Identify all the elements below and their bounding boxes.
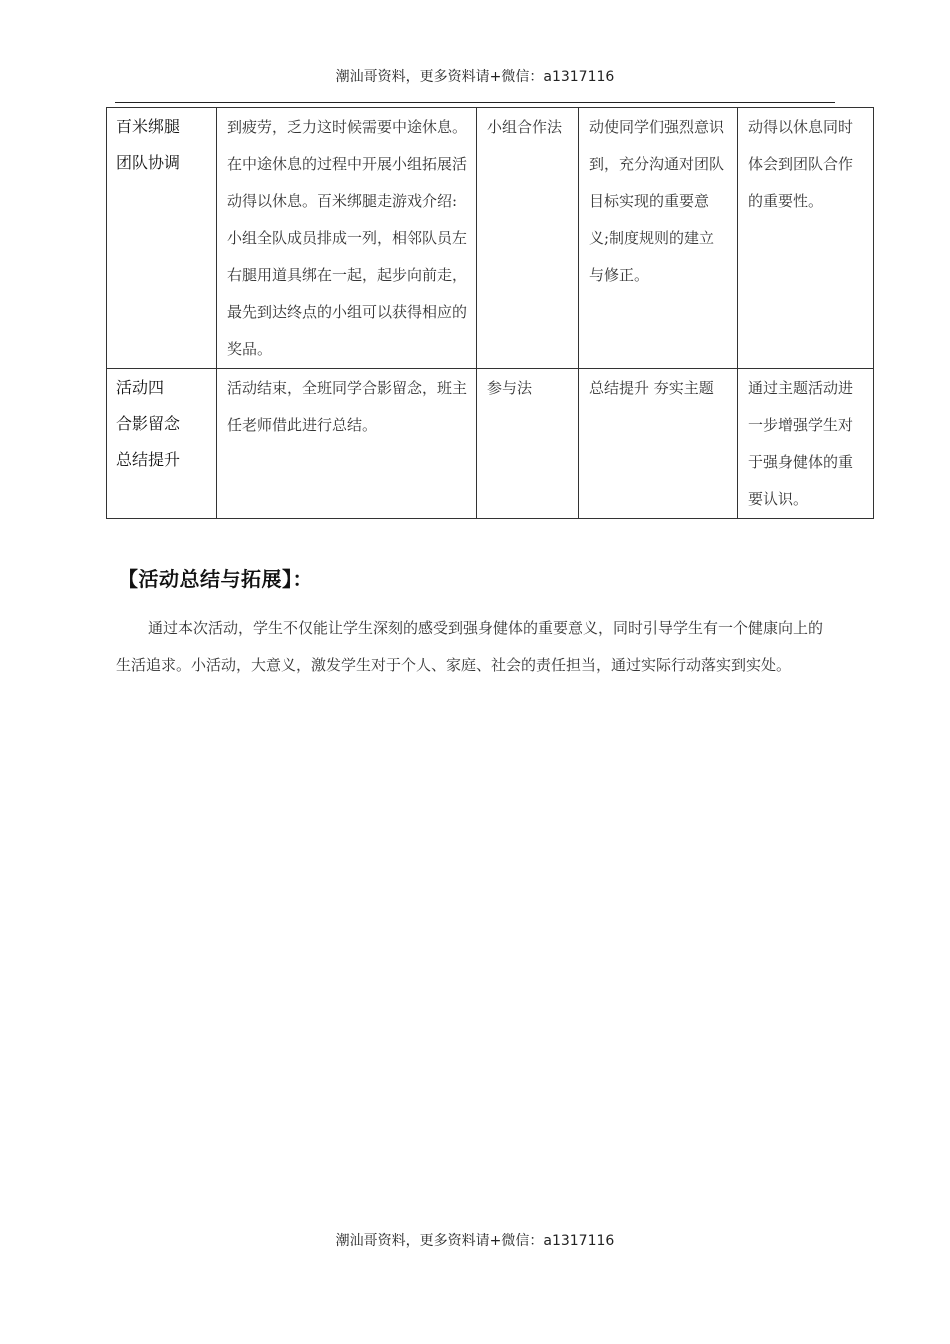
page-header: 潮汕哥资料，更多资料请+微信：a1317116	[335, 69, 615, 85]
activity-name-line: 总结提升	[116, 450, 181, 469]
activity-purpose-cell: 总结提升 夯实主题	[579, 369, 738, 519]
header-divider	[115, 102, 835, 103]
activity-content-cell: 活动结束，全班同学合影留念，班主任老师借此进行总结。	[217, 369, 477, 519]
activity-method-cell: 参与法	[477, 369, 579, 519]
summary-paragraph: 通过本次活动，学生不仅能让学生深刻的感受到强身健体的重要意义，同时引导学生有一个健康向上的生活追求。小活动，大意义，激发学生对于个人、家庭、社会的责任担当，通过实际行动落实到实处。	[116, 619, 824, 674]
activity-name-line: 活动四	[116, 378, 165, 397]
activity-table	[106, 107, 874, 519]
activity-effect-cell: 动得以休息同时体会到团队合作的重要性。	[738, 108, 874, 369]
activity-name-cell	[107, 369, 217, 519]
activity-name-line: 百米绑腿	[116, 117, 181, 136]
summary-heading: 【活动总结与拓展】：	[118, 567, 313, 591]
activity-purpose-cell: 动使同学们强烈意识到，充分沟通对团队目标实现的重要意义;制度规则的建立与修正。	[579, 108, 738, 369]
activity-name-cell	[107, 108, 217, 369]
page-footer: 潮汕哥资料，更多资料请+微信：a1317116	[335, 1233, 615, 1249]
activity-method-cell: 小组合作法	[477, 108, 579, 369]
activity-name-line: 合影留念	[116, 414, 181, 433]
table-row	[107, 108, 874, 369]
activity-name-line: 团队协调	[116, 153, 181, 172]
table-row	[107, 369, 874, 519]
activity-effect-cell: 通过主题活动进一步增强学生对于强身健体的重要认识。	[738, 369, 874, 519]
activity-content-cell: 到疲劳，乏力这时候需要中途休息。在中途休息的过程中开展小组拓展活动得以休息。百米绑腿走游戏介绍:小组全队成员排成一列，相邻队员左右腿用道具绑在一起，起步向前走，最先到达终点的小组可以获得相应的奖品。	[217, 108, 477, 369]
